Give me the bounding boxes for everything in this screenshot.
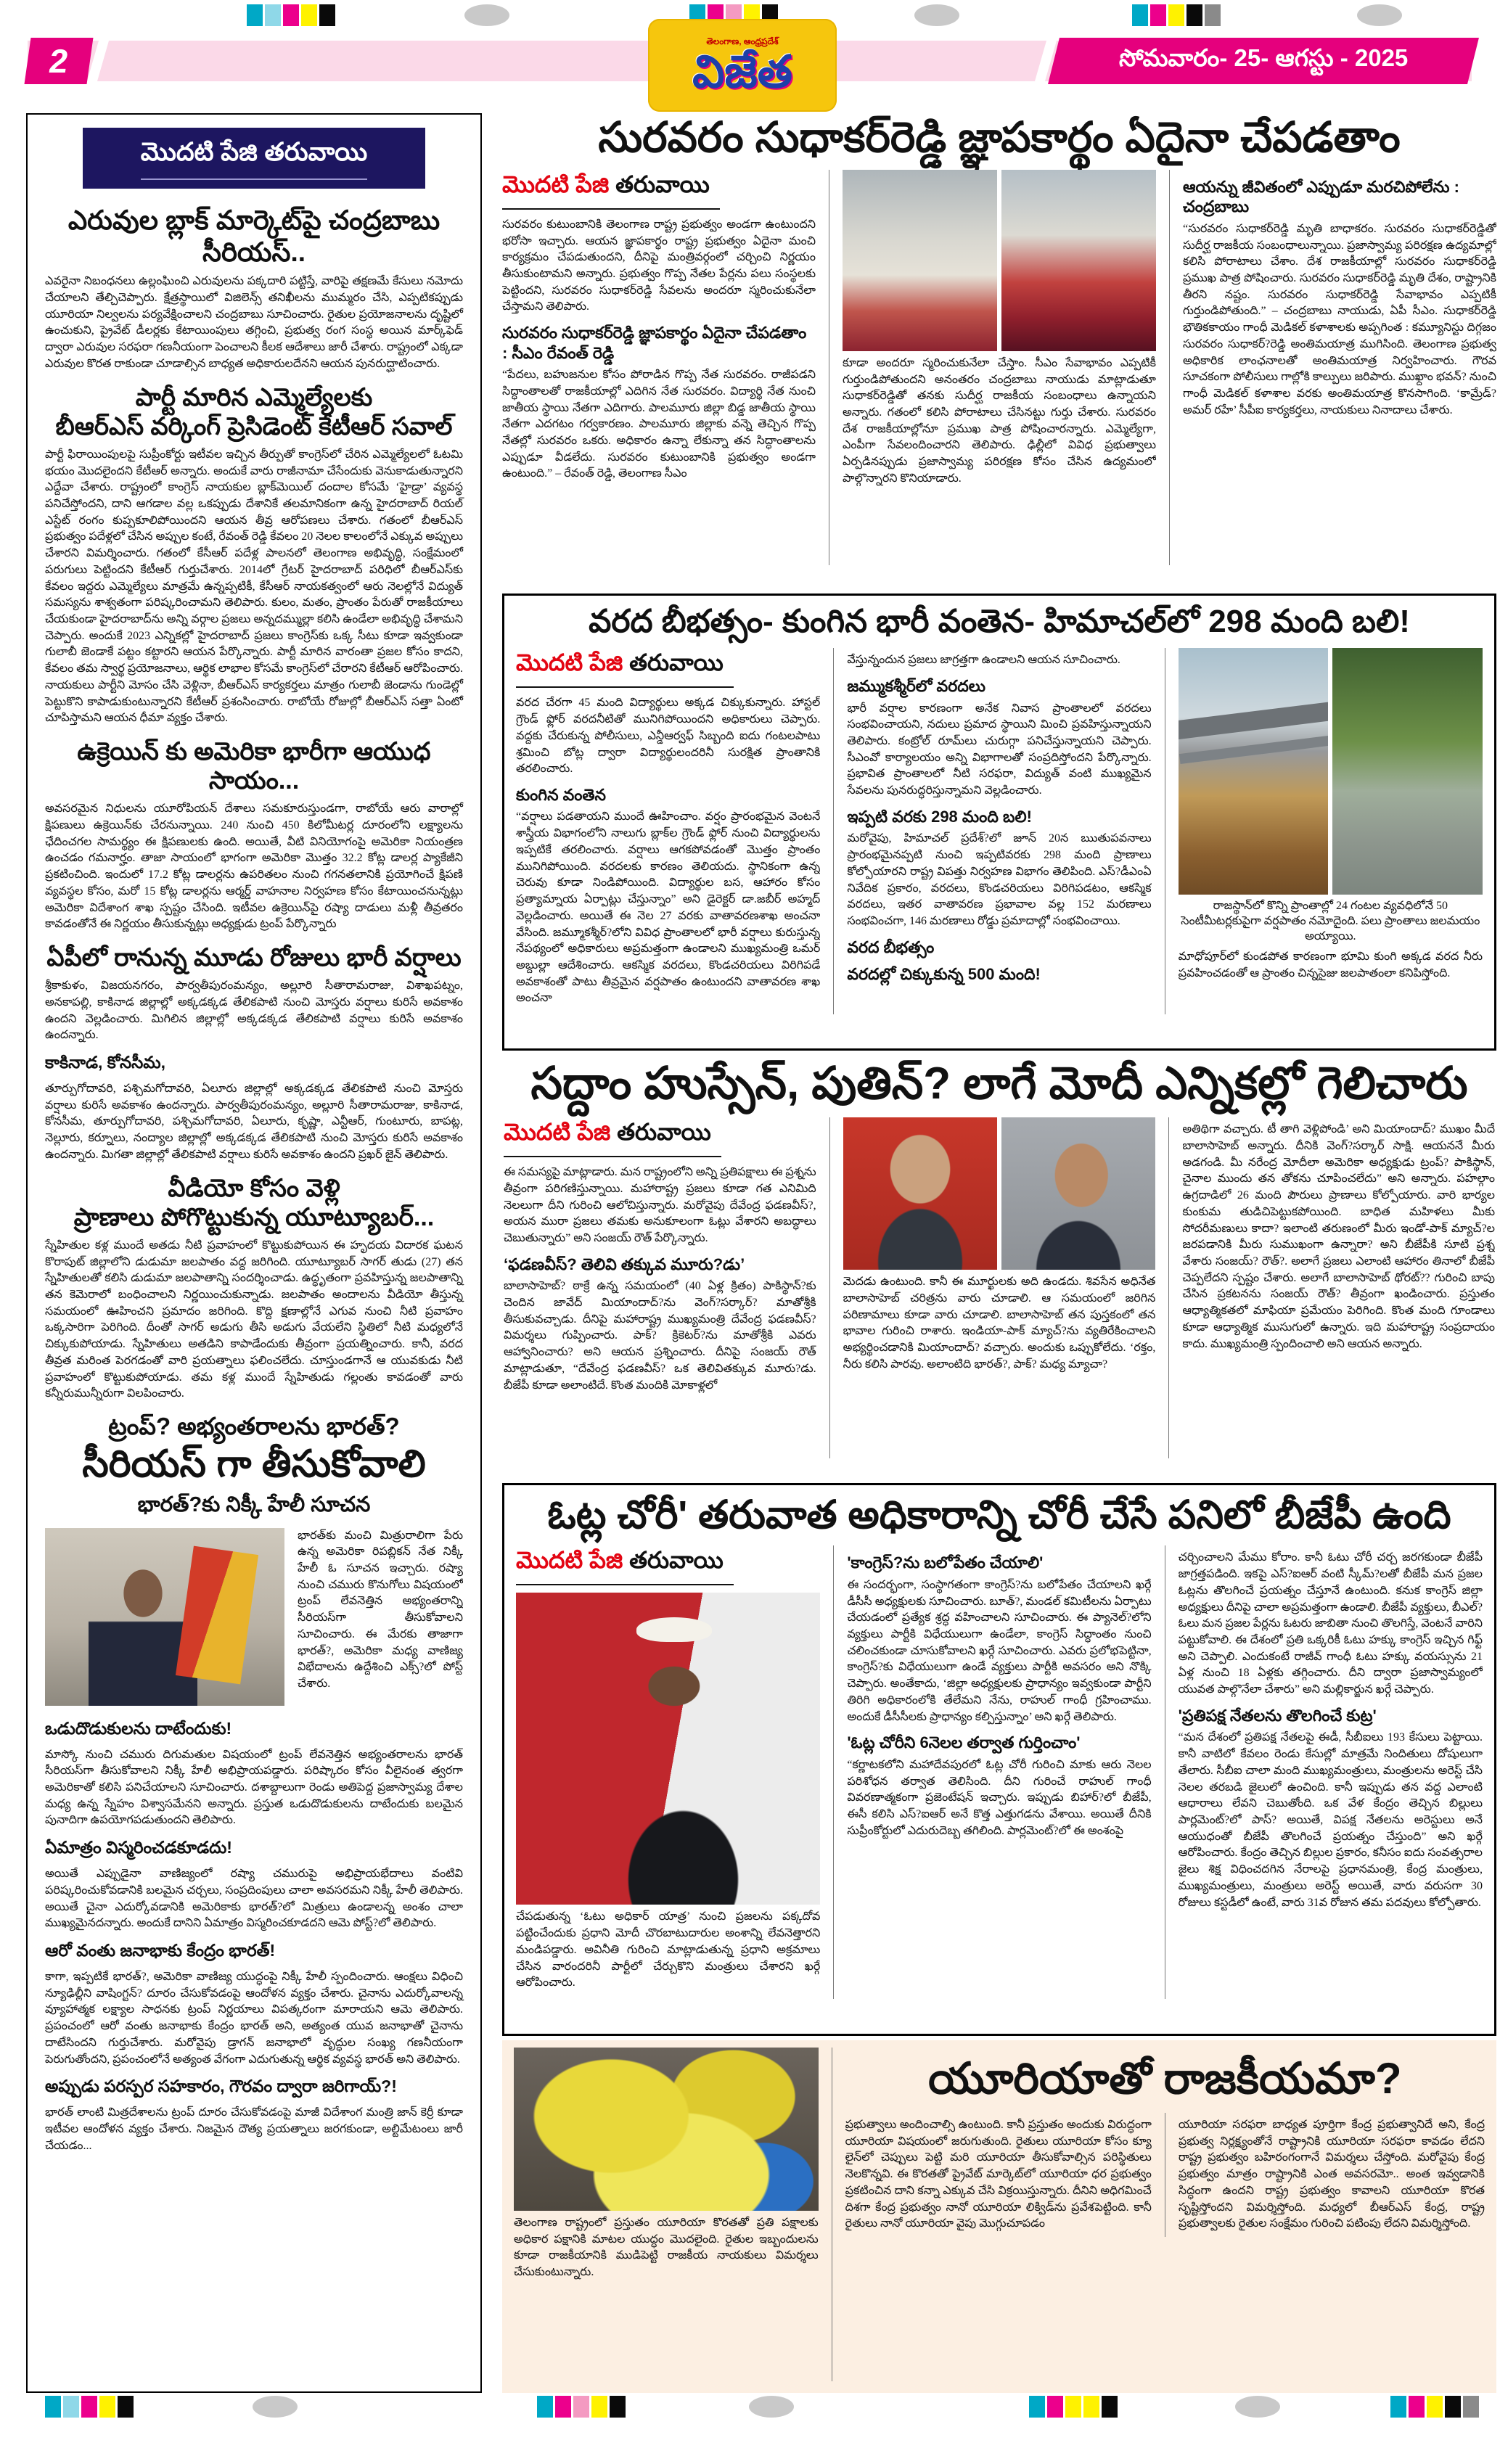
column xyxy=(516,648,820,1014)
subhead-500-trapped: వరదల్లో చిక్కుకున్న 500 మంది! xyxy=(847,965,1041,984)
article-body: మెదడు ఉంటుంది. కానీ ఈ మూర్ఖులకు అది ఉండదు. శివసేన అధినేత బాలాసాహెబ్ చరిత్రను వారు చూడాలి. ఆ సమయంలో జరిగిన పరిణామాలు కూడా వారు చూడాలి. బాలాసాహెబ్ తన పుస్తకంలో తన భావాల గురించి రాశారు. ఇండియా-పాక్ మ్యాచ్?ను వ్యతిరేకించాలని అభ్యర్థించడానికి మియాందాద్? వచ్చారు. అందుకు ఒప్పుకోలేదు. ‘రక్తం, నీరు కలిసి పారవు. అలాంటిది భారత్?, పాక్? మధ్య మ్యాచా? xyxy=(843,1276,1156,1371)
headline-flood-298-dead: వరద బీభత్సం- కుంగిన భారీ వంతెన- హిమాచల్‌లో 298 మంది బలి! xyxy=(589,604,1410,639)
photo-nikki-haley xyxy=(45,1528,284,1706)
column xyxy=(1165,1545,1483,1999)
masthead-title: విజేత xyxy=(692,46,792,97)
article-body: మాస్కో నుంచి చమురు దిగుమతుల విషయంలో ట్రంప్ లేవనెత్తిన అభ్యంతరాలను భారత్ సీరియస్‌గా తీసుకోవాలని నిక్కీ హేలీ అభిప్రాయపడ్డారు. పరిష్కారం కోసం వీలైనంత త్వరగా అమెరికాతో కలిసి పనిచేయాలని సూచించారు. దశాబ్దాలుగా రెండు అతిపెద్ద ప్రజాస్వామ్య దేశాల మధ్య ఉన్న స్నేహం విశ్వాసమేనని అన్నారు. ప్రస్తుత ఒడుదొడుకులను దాటేందుకు బలమైన పునాదిగా ఉపయోగపడుతుందని తెలిపారు. xyxy=(45,1748,463,1827)
headline-line: ప్రాణాలు పోగొట్టుకున్న యూట్యూబర్... xyxy=(73,1203,435,1231)
column xyxy=(516,1545,820,1999)
photo-mallikarjun-kharge xyxy=(516,1593,820,1905)
article-urea-politics xyxy=(502,2040,1496,2393)
marker-black: తరువాయి xyxy=(615,171,710,197)
column xyxy=(845,2113,1152,2237)
marker-black: తరువాయి xyxy=(629,1547,724,1574)
column xyxy=(833,1545,1151,1999)
article-body: తెలంగాణ రాష్ట్రంలో ప్రస్తుతం యూరియా కొరతతో ప్రతి పక్షాలకు అధికార పక్షానికి మాటల యుద్ధం మొదలైంది. రైతుల ఇబ్బందులను కూడా రాజకీయానికి ముడిపెట్టి రాజకీయ నాయకులు విమర్శలు చేసుకుంటున్నారు. xyxy=(514,2217,819,2279)
marker-rule xyxy=(504,1156,721,1157)
article-body: శ్రీకాకుళం, విజయనగరం, పార్వతీపురంమన్యం, అల్లూరి సీతారామరాజు, విశాఖపట్నం, అనకాపల్లి, కాకినాడ జిల్లాల్లో అక్కడక్కడ తేలికపాటి నుంచి మోస్తరు వర్షాలు కురిసే అవకాశం ఉందని వెల్లడించారు. మిగిలిన జిల్లాల్లో అక్కడక్కడ తేలికపాటి వర్షాలు కురిసే అవకాశం ఉందన్నారు. xyxy=(45,980,463,1042)
subhead-found-after-6-months: 'ఓట్ల చోరీని 6నెలల తర్వాత గుర్తించాం' xyxy=(847,1733,1081,1752)
subhead-fadnavis-foolish: ‘ఫడణవీస్? తెలివి తక్కువ మూరు?డు’ xyxy=(504,1254,745,1273)
headline-ukraine-aid: ఉక్రెయిన్ కు అమెరికా భారీగా ఆయుధ సాయం... xyxy=(77,738,431,795)
photo-narendra-modi xyxy=(843,1117,997,1270)
article-body: మరోవైపు, హిమాచల్ ప్రదేశ్?లో జూన్ 20న ఋతుపవనాలు ప్రారంభమైనప్పటి నుంచి ఇప్పటివరకు 298 మంది ప్రాణాలు కోల్పోయారని రాష్ట్ర విపత్తు నిర్వహణ విభాగం తెలిపింది. ఎస్?డీఎంఏ నివేదిక ప్రకారం, వరదలు, కొండచరియలు విరిగిపడటం, ఆకస్మిక వరదలు, ఇతర వాతావరణ ప్రభావాల వల్ల 152 మరణాలు సంభవించగా, 146 మరణాలు రోడ్డు ప్రమాదాల్లో సంభవించాయి. xyxy=(847,832,1152,928)
column xyxy=(1165,2113,1485,2237)
headline-line: పార్టీ మారిన ఎమ్మెల్యేలకు xyxy=(135,383,373,411)
headline-urea-politics: యూరియాతో రాజకీయమా? xyxy=(928,2054,1402,2103)
article-body: స్నేహితుల కళ్ల ముందే అతడు నీటి ప్రవాహంలో కొట్టుకుపోయిన ఈ హృదయ విదారక ఘటన కొరాపుట్ జిల్లాలోని డుడుమా జలపాతం వద్ద జరిగింది. యూట్యూబర్ సాగర్ తుడు (27) తన స్నేహితులతో కలిసి డుడుమా జలపాతాన్ని సందర్శించాడు. ఉద్ధృతంగా ప్రవహిస్తున్న జలపాతాన్ని తన కెమెరాలో బంధించాలని నిర్ణయించుకున్నాడు. జలపాతం అందాలను వీడియో తీస్తున్న సమయంలో ఊహించని ప్రమాదం జరిగింది. కొద్ది క్షణాల్లోనే ఎగువ నుంచి నీటి ప్రవాహం ఒక్కసారిగా పెరిగింది. దీంతో సాగర్ అడుగు తీసి అడుగు వేయలేని స్థితిలో నీటి మధ్యలోనే చిక్కుకుపోయాడు. స్నేహితులు అతడిని కాపాడేందుకు తీవ్రంగా ప్రయత్నించారు. కానీ, వరద తీవ్రత మరింత పెరగడంతో వారి ప్రయత్నాలు ఫలించలేదు. చూస్తుండగానే ఆ యువకుడు నీటి ప్రవాహంలో కొట్టుకుపోయాడు. తమ కళ్ల ముందే స్నేహితుడు గల్లంతు కావడంతో వారు కన్నీరుమున్నీరుగా విలపించారు. xyxy=(45,1239,463,1400)
headline-take-seriously: సీరియస్ గా తీసుకోవాలి xyxy=(82,1442,426,1485)
photo-chandrababu-tribute xyxy=(1001,170,1156,351)
article-body: కాగా, ఇప్పటికే భారత్?, అమెరికా వాణిజ్య యుద్ధంపై నిక్కీ హేలీ స్పందించారు. ఆంక్షలు విధించి న్యూఢిల్లీని వాషింగ్టన్? దూరం చేసుకోవడంపై ఆందోళన వ్యక్తం చేశారు. చైనాను ఎదుర్కోవాలన్న వ్యూహాత్మక లక్ష్యాల సాధనకు ట్రంప్ నిర్ణయాలు విపత్కరంగా మారాయని ఆమె తెలిపారు. ప్రపంచంలో ఆరో వంతు జనాభాకు కేంద్రం భారత్ అని, అత్యంత యువ జనాభాతో చైనాను దాటేసిందని గుర్తుచేశారు. మరోవైపు డ్రాగన్ జనాభాలో వృద్ధుల సంఖ్య గణనీయంగా పెరుగుతోందని, ప్రపంచంలోనే అత్యంత వేగంగా ఎదుగుతున్న ఆర్థిక వ్యవస్థ భారత్ అని తెలిపారు. xyxy=(45,1971,463,2066)
headline-ap-rains: ఏపీలో రానున్న మూడు రోజులు భారీ వర్షాలు xyxy=(46,944,462,972)
continued-marker xyxy=(516,649,820,688)
subhead-mutual-cooperation: అప్పుడు పరస్పర సహకారం, గౌరవం ద్వారా జరిగాయ్?! xyxy=(45,2077,397,2096)
marker-red: మొదటి పేజి xyxy=(504,1119,611,1146)
subhead-conspiracy-remove-opposition: 'ప్రతిపక్ష నేతలను తొలగించే కుట్ర' xyxy=(1178,1706,1377,1725)
article-himachal-floods xyxy=(502,594,1496,1051)
headline-line: వీడియో కోసం వెళ్లి xyxy=(168,1174,340,1202)
photo-urea-bags xyxy=(514,2048,819,2211)
article-body: చర్చించాలని మేము కోరాం. కానీ ఓటు చోరీ చర్చ జరగకుండా బీజేపీ జాగ్రత్తపడింది. ఇకపై ఎస్?ఐఆర్ వంటి స్కీమ్?లతో బీజేపీ మన ప్రజల ఓట్లను తొలగించే ప్రయత్నం చేస్తూనే ఉంటుంది. కనుక కాంగ్రెస్ జిల్లా అధ్యక్షులు దీనిపై చాలా అప్రమత్తంగా ఉండాలి. బీజేపీ వ్యక్తులు, బీఎల్?ఓలు మన ప్రజల పేర్లను ఓటరు జాబితా నుంచి తొలగిస్తే, వెంటనే వారిని పట్టుకోవాలి. ఈ దేశంలో ప్రతి ఒక్కరికీ ఓటు హక్కు కాంగ్రెస్ ఇచ్చిన గిఫ్ట్ అని చెప్పాలి. ఎందుకంటే రాజీవ్ గాంధీ ఓటు హక్కు వయస్సును 21 ఏళ్ల నుంచి 18 ఏళ్లకు తగ్గించారు. దీని ద్వారా ప్రజాస్వామ్యంలో యువత పాల్గొనేలా చేశారు” అని మల్లికార్జున ఖర్గే చెప్పారు. xyxy=(1178,1551,1483,1696)
marker-rule xyxy=(516,686,734,688)
continued-marker xyxy=(516,1547,820,1585)
article-body: భారీ వర్షాల కారణంగా అనేక నివాస ప్రాంతాలలో వరదలు సంభవించాయని, నదులు ప్రమాద స్థాయిని మించి ప్రవహిస్తున్నాయని తెలిపారు. కంట్రోల్ రూమ్‌లు చురుగ్గా పనిచేస్తున్నాయని చెప్పారు. సీఎంవో కార్యాలయం అన్ని విభాగాలతో సంప్రదిస్తోందని పేర్కొన్నారు. ప్రభావిత ప్రాంతాలలో నీటి సరఫరా, విద్యుత్ వంటి ముఖ్యమైన సేవలను పునరుద్ధరిస్తున్నామని వెల్లడించారు. xyxy=(847,702,1152,797)
article-body: ఈ సమస్యపై మాట్లాడారు. మన రాష్ట్రంలోని అన్ని ప్రతిపక్షాలు ఈ ప్రశ్నను తీవ్రంగా పరిగణిస్తున్నాయి. మహారాష్ట్ర ప్రజలు కూడా గత ఎనిమిది నెలలుగా దీని గురించి ఆలోచిస్తున్నారు. మరోవైపు దేవేంద్ర ఫడణవీస్?, అయన మురా ప్రజలు తమకు అనుకూలంగా ఓట్లు వేశారని అబద్ధాలు చెబుతున్నారు” అని సంజయ్ రౌత్ పేర్కొన్నారు. xyxy=(504,1166,816,1245)
article-body: కూడా అందరూ స్మరించుకునేలా చేస్తాం. సీఎం సేవాభావం ఎప్పటికీ గుర్తుండిపోతుందని అనంతరం చంద్రబాబు నాయుడు మాట్లాడుతూ సుధాకర్‌రెడ్డితో తనకు సుదీర్ఘ రాజకీయ సంబంధాలు ఉన్నాయని అన్నారు. గతంలో కలిసి పోరాటాలు చేసినట్టు గుర్తు చేశారు. సురవరం దేశ రాజకీయాల్లోనూ ప్రముఖ పాత్ర పోషించారన్నారు. ఎమ్మెల్యేగా, ఎంపీగా సేవలందించారని తెలిపారు. ఢిల్లీలో వివిధ ప్రభుత్వాలు ఏర్పడినప్పుడు ప్రజాస్వామ్య పరిరక్షణ కోసం చేసిన ఉద్యమంలో పాల్గొన్నారని కొనియాడారు. xyxy=(843,356,1156,485)
article-body: అయితే ఎప్పుడైనా వాణిజ్యంలో రష్యా చమురుపై అభిప్రాయభేదాలు వంటివి పరిష్కరించుకోవడానికి బలమైన చర్చలు, సంప్రదింపులు చాలా అవసరమని నిక్కీ హేలీ తెలిపారు. అయితే చైనా ఎదుర్కోవడానికి అమెరికాకు భారత్?లో మిత్రులు ఉండాలన్న అంశం చాలా ముఖ్యమైనదన్నారు. అందుకే దానిని ఏమాత్రం విస్మరించకూడదని ఆమె పోస్ట్?లో తెలిపారు. xyxy=(45,1868,463,1930)
column xyxy=(1169,170,1496,565)
column xyxy=(1165,648,1483,1014)
date-text: సోమవారం- 25- ఆగస్టు - 2025 xyxy=(1118,44,1409,71)
marker-black: తరువాయి xyxy=(617,1119,711,1146)
article-body: భారత్‌కు మంచి మిత్రురాలిగా పేరు ఉన్న అమెరికా రిపబ్లికన్ నేత నిక్కీ హేలీ ఓ సూచన ఇచ్చారు. రష్యా నుంచి చమురు కొనుగోలు విషయంలో ట్రంప్ లేవనెత్తిన అభ్యంతరాన్ని సీరియస్‌గా తీసుకోవాలని సూచించారు. ఈ మేరకు తాజాగా భారత్?, అమెరికా మధ్య వాణిజ్య విభేదాలను ఉద్దేశించి ఎక్స్?లో పోస్ట్ చేశారు. xyxy=(298,1529,463,1690)
subhead-cm-revanth-quote: సురవరం సుధాకర్‌రెడ్డి జ్ఞాపకార్థం ఏదైనా చేపడతాం : సీఎం రేవంత్ రెడ్డి xyxy=(502,324,807,362)
subhead-overcome-turbulence: ఒడుదొడుకులను దాటేందుకు! xyxy=(45,1718,232,1738)
article-body: భారత్ లాంటి మిత్రదేశాలను ట్రంప్ దూరం చేసుకోవడంపై మాజీ విదేశాంగ మంత్రి జాన్ కెర్రీ కూడా ఇటీవల ఆందోళన వ్యక్తం చేశారు. నిజమైన దౌత్య ప్రయత్నాలు జరగకుండా, అల్టిమేటంలు జారీ చేయడం... xyxy=(45,2106,463,2152)
article-suravaram-memorial xyxy=(502,115,1496,588)
column xyxy=(514,2048,819,2381)
continued-box-label: మొదటి పేజి తరువాయి xyxy=(141,138,368,180)
continued-marker xyxy=(502,171,816,210)
headline-suravaram: సురవరం సుధాకర్‌రెడ్డి జ్ఞాపకార్థం ఏదైనా చేపడతాం xyxy=(598,115,1401,161)
article-body: ప్రభుత్వాలు అందించాల్సి ఉంటుంది. కానీ ప్రస్తుతం అందుకు విరుద్ధంగా యూరియా విషయంలో జరుగుతుంది. రైతులు యూరియా కోసం క్యూ లైన్‌లో చెప్పులు పెట్టి మరి యూరియా తీసుకోవాల్సిన పరిస్థితులు నెలకొన్నవి. ఈ కొరతతో ప్రైవేట్ మార్కెట్‌లో యూరియా ధర ప్రభుత్వం ప్రకటించిన దాని కన్నా ఎక్కువ చేసి విక్రయిస్తున్నారు. దీనిని అధిగమించే దిశగా కేంద్ర ప్రభుత్వం నానో యూరియా లిక్విడ్‌ను ప్రవేశపెట్టింది. కానీ రైతులు నానో యూరియా వైపు మొగ్గుచూపడం xyxy=(845,2119,1152,2230)
continued-marker xyxy=(504,1119,816,1157)
article-body: తూర్పుగోదావరి, పశ్చిమగోదావరి, ఏలూరు జిల్లాల్లో అక్కడక్కడ తేలికపాటి నుంచి మోస్తరు వర్షాలు కురిసే అవకాశం ఉందన్నారు. పార్వతీపురంమన్యం, అల్లూరి సీతారామరాజు, కాకినాడ, కోనసీమ, తూర్పుగోదావరి, పశ్చిమగోదావరి, ఏలూరు, కృష్ణా, ఎన్టీఆర్, గుంటూరు, బాపట్ల, నెల్లూరు, కర్నూలు, నంద్యాల జిల్లాల్లో అక్కడక్కడ తేలికపాటి నుంచి మోస్తరు కురిసే అవకాశం ఉందన్నారు. మిగతా జిల్లాల్లో తేలికపాటి వర్షాలు కురిసే అవకాశం ఉందని ప్రఖర్ జైన్ తెలిపారు. xyxy=(45,1083,463,1161)
headline-saddam-putin-modi: సద్దాం హుస్సేన్, పుతిన్? లాగే మోదీ ఎన్నికల్లో గెలిచారు xyxy=(530,1059,1468,1109)
article-body: అతిథిగా వచ్చారు. టీ తాగి వెళ్లిపోండి’ అని మియాందాద్? ముఖం మీదే బాలాసాహెబ్ అన్నారు. దీనికి వెంగ్?సర్కార్ సాక్షి. ఆయననే మీరు అడగండి. మీ నరేంద్ర మోదీలా అమెరికా అధ్యక్షుడు ట్రంప్? పాకిస్థాన్, చైనాల ముందు తన తోకను చూపించలేదు” అని అన్నారు. పహల్గాం ఉగ్రదాడిలో 26 మంది పౌరులు ప్రాణాలు కోల్పోయారు. వారి భార్యల కుంకుమ తుడిచిపెట్టుకపోయింది. బాధిత మహిళలు మీకు సోదరీమణులు కాదా? ఇలాంటి తరుణంలో మీరు ఇండో-పాక్ మ్యాచ్?ల జరపడానికి మీరు సుముఖంగా ఉన్నారా? అని బీజేపీకి సూటి ప్రశ్న వేశారు సంజయ్? రౌత్?. అలాగే ప్రజలు ఎలాంటి ఆహారం తినాలో బీజేపీ చెప్పలేదని స్పష్టం చేశారు. అలాగే బాలాసాహెబ్ థోరట్?? గురించి బాపు చేసిన ప్రకటనను సంజయ్ రౌత్? తీవ్రంగా ఖండించారు. ప్రస్తుతం ఆధ్యాత్మికతలో మాఫియా ప్రమేయం పెరిగింది. కొంత మంది గూండాలు కూడా ఆధ్యాత్మిక ముసుగులో ఉన్నారు. ఇది మహారాష్ట్ర సంప్రదాయం కాదు. ముఖ్యమంత్రి స్పందించాలి అని ఆయన అన్నారు. xyxy=(1182,1123,1496,1350)
page-number-block xyxy=(25,38,94,84)
subhead-flood-havoc: వరద బీభత్సం xyxy=(847,937,935,956)
marker-rule xyxy=(516,1584,734,1585)
headline-fertilizer-blackmarket: ఎరువుల బ్లాక్ మార్కెట్‌పై చంద్రబాబు సీరియస్.. xyxy=(67,205,440,267)
headline-ktr-challenge xyxy=(45,383,463,441)
article-body: సురవరం కుటుంబానికి తెలంగాణ రాష్ట్ర ప్రభుత్వం అండగా ఉంటుందని భరోసా ఇచ్చారు. ఆయన జ్ఞాపకార్థం రాష్ట్ర ప్రభుత్వం ఏదైనా మంచి కార్యక్రమం చేపడుతుందని, దీనిపై మంత్రివర్గంలో చర్చించి నిర్ణయం తీసుకుంటామని అన్నారు. ప్రభుత్వం గొప్ప నేతల పేర్లను పలు సంస్థలకు పెట్టిందని, సురవరం సుధాకర్‌రెడ్డి సేవలను అందరూ స్మరించుకునేలా చేస్తామని తెలిపారు. xyxy=(502,218,816,313)
article-body: “కర్ణాటకలోని మహాదేవపురలో ఓట్ల చోరీ గురించి మాకు ఆరు నెలల పరిశోధన తర్వాత తెలిసింది. దీని గురించే రాహుల్ గాంధీ వివరణాత్మకంగా ప్రజెంటేషన్ ఇచ్చారు. ఇప్పుడు బిహార్?లో బీజేపీ, ఈసీ కలిసి ఎస్?ఐఆర్ అనే కొత్త ఎత్తుగడను వేశాయి. అయితే దీనికి సుప్రీంకోర్టులో ఎదురుదెబ్బ తగిలింది. పార్లమెంట్?లో ఈ అంశంపై xyxy=(847,1758,1152,1837)
article-body: ఎవరైనా నిబంధనలు ఉల్లంఘించి ఎరువులను పక్కదారి పట్టిస్తే, వారిపై తక్షణమే కేసులు నమోదు చేయాలని తేల్చిచెప్పారు. క్షేత్రస్థాయిలో విజిలెన్స్ తనిఖీలను ముమ్మరం చేసి, ఎప్పటికప్పుడు యూరియా నిల్వలను పర్యవేక్షించాలని చంద్రబాబు సూచించారు. రైతుల ప్రయోజనాలను దృష్టిలో ఉంచుకుని, ప్రైవేట్ డీలర్లకు కేటాయింపులు తగ్గించి, ప్రభుత్వ రంగ సంస్థ అయిన మార్క్‌ఫెడ్ ద్వారా ఎరువుల సరఫరా గణనీయంగా పెంచాలని కీలక ఆదేశాలు జారీ చేశారు. రాష్ట్రంలో ఎక్కడా ఎరువుల కొరత రాకుండా చూడాల్సిన బాధ్యత అధికారులదేనని ఆయన పునరుద్ఘాటించారు. xyxy=(45,275,463,370)
print-registration-bar-bottom xyxy=(0,2396,1500,2418)
subhead-one-sixth-population: ఆరో వంతు జనాభాకు కేంద్రం భారత్! xyxy=(45,1941,276,1960)
article-body: “పేదలు, బహుజనుల కోసం పోరాడిన గొప్ప నేత సురవరం. రాజీపడని సిద్ధాంతాలతో రాజకీయాల్లో ఎదిగిన నేత సురవరం. విద్యార్థి నేత నుంచి జాతీయ స్థాయి నేతగా ఎదిగారు. పాలమూరు జిల్లా బిడ్డ జాతీయ స్థాయి నేతగా ఎదగటం గర్వకారణం. పాలమూరు జిల్లాకు వన్నె తెచ్చిన గొప్ప నేతల్లో సురవరం ఒకరు. అధికారం ఉన్నా లేకున్నా తన సిద్ధాంతాలను ఎప్పుడూ వీడలేదు. సురవరం కుటుంబానికి ప్రభుత్వం అండగా ఉంటుంది.” – రేవంత్ రెడ్డి, తెలంగాణ సీఎం xyxy=(502,369,816,480)
subhead-never-ignore: ఏమాత్రం విస్మరించడకూడదు! xyxy=(45,1838,232,1857)
article-body: “మన దేశంలో ప్రతిపక్ష నేతలపై ఈడీ, సీబీఐలు 193 కేసులు పెట్టాయి. కానీ వాటిలో కేవలం రెండు కేసుల్లో మాత్రమే నిందితులు దోషులుగా తేలారు. సీబీఐ చాలా మంది ముఖ్యమంత్రులు, మంత్రులను అరెస్ట్ చేసి నెలల తరబడి జైలులో ఉంచింది. కానీ ఇప్పుడు తన వద్ద ఎలాంటి ఆధారాలు లేవని చెబుతోంది. ఒక వేళ కేంద్రం తెచ్చిన బిల్లులు పార్లమెంట్?లో పాస్? అయితే, విపక్ష నేతలను అరెస్టులు అనే ఆయుధంతో బీజేపీ తొలగించే ప్రయత్నం చేస్తుంది” అని ఖర్గే ఆరోపించారు. కేంద్రం తెచ్చిన బిల్లుల ప్రకారం, కనీసం ఐదు సంవత్సరాల జైలు శిక్ష విధించదగిన నేరాలపై ప్రధానమంత్రి, కేంద్ర మంత్రులు, ముఖ్యమంత్రులు, మంత్రులు అరెస్ట్ అయితే, వారు వరుసగా 30 రోజులు కస్టడీలో ఉంటే, వారు 31వ రోజున తమ పదవులు కోల్పోతారు. xyxy=(1178,1731,1483,1909)
article-body: బాలాసాహెబ్? ఠాక్రే ఉన్న సమయంలో (40 ఏళ్ల క్రితం) పాకిస్థాన్?కు చెందిన జావేద్ మియాందాద్?ను వెంగ్?సర్కార్? మాతోశ్రీకి తీసుకువచ్చాడు. దీనిపై మహారాష్ట్ర ముఖ్యమంత్రి దేవేంద్ర ఫడణవీస్? విమర్శలు గుప్పించారు. పాక్? క్రికెటర్?ను మాతోశ్రీకి ఎవరు ఆహ్వానించారు? అని ఆయన ప్రశ్నించారు. దీనిపై సంజయ్ రౌత్ మాట్లాడుతూ, “దేవేంద్ర ఫడణవీస్? ఒక తెలివితక్కువ మూరు?డు. బీజేపీ కూడా అలాంటిదే. కొంత మందికి మోకాళ్లలో xyxy=(504,1280,816,1392)
article-raut-modi-elections xyxy=(502,1056,1496,1479)
kicker-trump-objections: ట్రంప్? అభ్యంతరాలను భారత్? xyxy=(108,1413,400,1440)
marker-red: మొదటి పేజి xyxy=(516,1547,623,1574)
marker-rule xyxy=(502,208,720,210)
marker-red: మొదటి పేజి xyxy=(502,171,610,197)
page-number: 2 xyxy=(46,42,71,80)
photo-collapsed-bridge xyxy=(1179,648,1329,895)
photo-flooded-street xyxy=(1332,648,1483,895)
column xyxy=(1168,1117,1495,1458)
photo-memorial-crowd xyxy=(843,170,997,351)
headline-line: బీఆర్ఎస్ వర్కింగ్ ప్రెసిడెంట్ కేటీఆర్ సవాల్ xyxy=(55,412,453,440)
subhead-strengthen-congress: 'కాంగ్రెస్?ను బలోపేతం చేయాలి' xyxy=(847,1553,1044,1572)
masthead-tagline: తెలంగాణ, ఆంధ్రప్రదేశ్ xyxy=(706,36,779,46)
article-body: “సురవరం సుధాకర్‌రెడ్డి మృతి బాధాకరం. సురవరం సుధాకర్‌రెడ్డితో సుదీర్ఘ రాజకీయ సంబంధాలున్నాయి. ప్రజాస్వామ్య పరిరక్షణ ఉద్యమాల్లో కలిసి పోరాటాలు చేశాం. దేశ రాజకీయాల్లో సురవరం సుధాకర్‌రెడ్డి ప్రముఖ పాత్ర పోషించారు. సురవరం సుధాకర్‌రెడ్డి మృతి దేశం, రాష్ట్రానికి తీరని నష్టం. సురవరం సుధాకర్‌రెడ్డి సేవాభావం ఎప్పటికీ గుర్తుండిపోతుంది.” – చంద్రబాబు నాయుడు, ఏపీ సీఎం. సుధాకర్‌రెడ్డి భౌతికకాయం గాంధీ మెడికల్ కళాశాలకు అప్పగింత : కమ్యూనిస్టు దిగ్గజం సురవరం సుధాకర్?రెడ్డి అంతిమయాత్ర ముగిసింది. తెలంగాణ ప్రభుత్వ అధికారిక లాంఛనాలతో అంతిమయాత్ర నిర్వహించారు. గౌరవ సూచకంగా పోలీసులు గాల్లోకి కాల్పులు జరిపారు. ముఖ్దాం భవన్? నుంచి గాంధీ మెడికల్ కళాశాల వరకు అంతిమయాత్ర కొనసాగింది. ‘కామ్రేడ్? అమర్ రహే’ సీపీఐ కార్యకర్తలు, నాయకులు నినాదాలు చేశారు. xyxy=(1183,222,1496,416)
article-body: వేస్తున్నందున ప్రజలు జాగ్రత్తగా ఉండాలని ఆయన సూచించారు. xyxy=(847,654,1120,667)
column xyxy=(504,1117,816,1458)
subhead-kakinada-konaseema: కాకినాడ, కోనసీమ, xyxy=(45,1053,166,1072)
headline-youtuber-drowned xyxy=(45,1174,463,1232)
article-body: “వర్షాలు పడతాయని ముందే ఊహించాం. వర్షం ప్రారంభమైన వెంటనే శాస్త్రీయ విభాగంలోని నాలుగు బ్లాక్‌ల గ్రౌండ్ ఫ్లోర్ నుంచి విద్యార్థులను ఇప్పటికే తరలించారు. వర్షాలు ఆగకపోవడంతో మొత్తం ప్రాంతం మునిగిపోయింది. వరదలకు కారణం తెలియదు. స్థానికంగా ఉన్న చెరువు కూడా నిండిపోయింది. విద్యార్థుల బస, ఆహారం కోసం ప్రత్యామ్నాయ ఏర్పాట్లు చేస్తున్నాం” అని డైరెక్టర్ డా.జబీర్ అహ్మద్ వెల్లడించారు. అయితే ఈ నెల 27 వరకు వాతావరణశాఖ అంచనా వేసింది. జమ్మూకశ్మీర్?లోని వివిధ ప్రాంతాలలో భారీ వర్షాలు కురుస్తున్న నేపథ్యంలో అధికారులు అప్రమత్తంగా ఉండాలని ముఖ్యమంత్రి ఒమర్ అబ్దుల్లా ఆదేశించారు. ఆకస్మిక వరదలు, కొండచరియలు విరిగిపడే అవకాశంతో పాటు తీవ్రమైన వర్షపాతం ఉంటుందని వాతావరణ శాఖ అంచనా xyxy=(516,810,821,1005)
deck-nikki-haley-advice: భారత్?కు నిక్కీ హేలీ సూచన xyxy=(137,1493,371,1517)
subhead-jammu-kashmir-floods: జమ్ముకశ్మీర్‌లో వరదలు xyxy=(847,677,985,696)
photo-sanjay-raut xyxy=(1001,1117,1155,1270)
column xyxy=(829,170,1156,565)
subhead-collapsed-bridge: కుంగిన వంతెన xyxy=(516,785,606,804)
article-vote-theft-bjp xyxy=(502,1483,1496,2036)
column xyxy=(833,648,1151,1014)
article-body: యూరియా సరఫరా బాధ్యత పూర్తిగా కేంద్ర ప్రభుత్వానిదే అని, కేంద్ర ప్రభుత్వ నిర్లక్ష్యంతోనే రాష్ట్రానికి యూరియా సరఫరా కావడం లేదని రాష్ట్ర ప్రభుత్వం బహిరంగంగానే విమర్శలు చేస్తోంది. మరోవైపు కేంద్ర ప్రభుత్వం మాత్రం రాష్ట్రానికి ఎంత అవసరమో.. అంత ఇవ్వడానికి సిద్ధంగా ఉందని రాష్ట్ర ప్రభుత్వం కావాలని యూరియా కొరత సృష్టిస్తోందని విమర్శిస్తోంది. మధ్యలో బీఆర్ఎస్ కేంద్ర, రాష్ట్ర ప్రభుత్వాలకు రైతుల సంక్షేమం గురించి పటింపు లేదని విమర్శిస్తోంది. xyxy=(1178,2119,1485,2230)
article-body: మాధోపూర్‌లో కుండపోత కారణంగా భూమి కుంగి అక్కడ వరద నీరు ప్రవహించడంతో ఆ ప్రాంతం చిన్నసైజు జలపాతంలా కనిపిస్తోంది. xyxy=(1178,950,1483,980)
subhead-chandrababu-quote: ఆయన్ను జీవితంలో ఎప్పుడూ మరచిపోలేను : చంద్రబాబు xyxy=(1183,177,1459,216)
marker-red: మొదటి పేజి xyxy=(516,649,623,676)
headline-vote-theft: ఓట్ల చోరీ' తరువాత అధికారాన్ని చోరీ చేసే పనిలో బీజేపీ ఉంది xyxy=(547,1493,1451,1537)
article-body: ఈ సందర్భంగా, సంస్థాగతంగా కాంగ్రెస్?ను బలోపేతం చేయాలని ఖర్గే డీసీసీ అధ్యక్షులకు సూచించారు. బూత్?, మండల్ కమిటీలను ఏర్పాటు చేయడంలో ప్రత్యేక శ్రద్ధ వహించాలని సూచించారు. ఈ ప్యానెల్?లోని వ్యక్తులు పార్టీకి విధేయులుగా ఉండేలా, కాంగ్రెస్ సిద్ధాంతం నుంచి చలించకుండా చూసుకోవాలని ఖర్గే సూచించారు. ఎవరు ప్రలోభపెట్టినా, కాంగ్రెస్?కు విధేయులుగా ఉండే వ్యక్తులు పార్టీకి అవసరం అని నొక్కి చెప్పారు. అంతేకాదు, ‘జిల్లా అధ్యక్షులకు ప్రాధాన్యం ఇవ్వకుండా పార్టీని తిరిగి అధికారంలోకి తేలేమని నేను, రాహుల్ గాంధీ గ్రహించాము. అందుకే డీసీసీలకు ప్రాధాన్యం కల్పిస్తున్నాం’ అని ఖర్గే తెలిపారు. xyxy=(847,1578,1152,1723)
article-body: అవసరమైన నిధులను యూరోపియన్ దేశాలు సమకూరుస్తుండగా, రాబోయే ఆరు వారాల్లో క్షిపణులు ఉక్రెయిన్‌కు చేరనున్నాయి. 240 నుంచి 450 కిలోమీటర్ల దూరంలోని లక్ష్యాలను ఛేదించగల సామర్థ్యం ఈ క్షిపణులకు ఉంది. అయితే, వీటి వినియోగంపై అమెరికా నియంత్రణ ఉంచడం గమనార్హం. తాజా సాయంలో భాగంగా అమెరికా మొత్తం 32.2 కోట్ల డాలర్ల ప్యాకేజీని ప్రకటించింది. ఇందులో 17.2 కోట్ల డాలర్లను ఉపరితలం నుంచి గగనతలానికి ప్రయోగించే క్షిపణి వ్యవస్థల కోసం, మరో 15 కోట్ల డాలర్లను ఆర్మర్డ్ వాహనాల నిర్వహణ కోసం కేటాయించనున్నట్లు అమెరికా విదేశాంగ శాఖ స్పష్టం చేసింది. ఇటీవల ఉక్రెయిన్‌పై రష్యా దాడులు మళ్లీ తీవ్రతరం కావడంతోనే ఈ నిర్ణయం తీసుకున్నట్లు అధ్యక్షుడు ట్రంప్ పేర్కొన్నారు xyxy=(45,802,463,931)
article-body: పార్టీ ఫిరాయింపులపై సుప్రీంకోర్టు ఇటీవల ఇచ్చిన తీర్పుతో కాంగ్రెస్‌లో చేరిన ఎమ్మెల్యేలలో ఓటమి భయం మొదలైందని కేటీఆర్ అన్నారు. అందుకే వారు రాజీనామా చేసేందుకు వెనుకాడుతున్నారని ఎద్దేవా చేశారు. రాష్ట్రంలో కాంగ్రెస్ నాయకుల బ్లాక్‌మెయిల్ దందాల కోసమే ‘హైడ్రా’ వ్యవస్థ పనిచేస్తోందని, దాని ఆగడాల వల్ల ఒకప్పుడు దేశానికే తలమానికంగా ఉన్న హైదరాబాద్ రియల్ ఎస్టేట్ రంగం కుప్పకూలిపోయిందని ఆయన తీవ్ర ఆరోపణలు చేశారు. గతంలో బీఆర్ఎస్ ప్రభుత్వం పదేళ్లలో చేసిన అప్పుల కంటే, రేవంత్ రెడ్డి కేవలం 20 నెలల కాలంలోనే ఎక్కువ అప్పులు చేశారని విమర్శించారు. గతంలో కేసీఆర్ పదేళ్ల పాలనలో తెలంగాణ అభివృద్ధి, సంక్షేమంలో పరుగులు పెట్టిందని కేటీఆర్ గుర్తుచేశారు. 2014లో గ్రేటర్ హైదరాబాద్ పరిధిలో బీఆర్ఎస్‌కు కేవలం ఇద్దరు ఎమ్మెల్యేలు మాత్రమే ఉన్నప్పటికీ, కేసీఆర్ నాయకత్వంలో ఆరు నెలల్లోనే విద్యుత్ సమస్యను శాశ్వతంగా పరిష్కరించామని తెలిపారు. కులం, మతం, ప్రాంతం పేరుతో రాజకీయాలు చేయకుండా హైదరాబాద్‌ను అన్ని వర్గాల ప్రజలు అన్నదమ్ముల్లా కలిసి ఉండేలా అభివృద్ధి చేశామని చెప్పారు. అందుకే 2023 ఎన్నికల్లో హైదరాబాద్ ప్రజలు కాంగ్రెస్‌కు ఒక్క సీటు కూడా ఇవ్వకుండా గులాబీ జెండాకే పట్టం కట్టారని ఆయన పేర్కొన్నారు. పార్టీ మారిన వారంతా ప్రజల కోసం కాదని, కేవలం తమ స్వార్థ ప్రయోజనాలు, ఆర్థిక లాభాల కోసమే కాంగ్రెస్‌లో చేరారని కేటీఆర్ ఆరోపించారు. నాయకులు పార్టీని మోసం చేసి వెళ్లినా, బీఆర్ఎస్ కార్యకర్తలు మాత్రం గులాబీ జెండాను గుండెల్లో పెట్టుకొని కాపాడుకుంటున్నారని కేటీఆర్ ప్రశంసించారు. రాబోయే రోజుల్లో బీఆర్ఎస్ సత్తా ఏంటో చూపిస్తామని ఆయన ధీమా వ్యక్తం చేశారు. xyxy=(45,448,463,725)
column xyxy=(829,1117,1156,1458)
date-block xyxy=(1048,38,1479,84)
left-column xyxy=(26,113,482,2393)
photo-caption: రాజస్థాన్‌లో కొన్ని ప్రాంతాల్లో 24 గంటల వ్యవధిలోనే 50 సెంటీమీటర్లకుపైగా వర్షపాతం నమోదైంది. పలు ప్రాంతాలు జలమయం అయ్యాయి. xyxy=(1181,900,1480,943)
column xyxy=(502,170,816,565)
column-group xyxy=(832,2048,1485,2381)
subhead-298-victims: ఇప్పటి వరకు 298 మంది బలి! xyxy=(847,807,1032,826)
continued-from-page1-box xyxy=(83,128,425,189)
masthead-logo xyxy=(648,19,837,112)
article-body: చేపడుతున్న ‘ఓటు అధికార్ యాత్ర’ నుంచి ప్రజలను పక్కదోవ పట్టించేందుకు ప్రధాని మోదీ చొరబాటుదారుల అంశాన్ని లేవనెత్తారని మండిపడ్డారు. అవినీతి గురించి మాట్లాడుతున్న ప్రధాని అక్రమాలు చేసిన వారందరినీ పార్టీలో చేర్చుకొని మంత్రులు చేశారని ఖర్గే ఆరోపించారు. xyxy=(516,1910,821,1989)
article-body: వరద చేరగా 45 మంది విద్యార్థులు అక్కడ చిక్కుకున్నారు. హాస్టల్ గ్రౌండ్ ఫ్లోర్ వరదనీటితో మునిగిపోయిందని అధికారులు చెప్పారు. వద్దకు చేరుకున్న పోలీసులు, ఎన్డీఆర్వఫ్ సిబ్బంది ఐదు గంటలపాటు శ్రమించి బోట్ల ద్వారా విద్యార్థులందరినీ సురక్షిత ప్రాంతానికి తరలించారు. xyxy=(516,697,821,776)
marker-black: తరువాయి xyxy=(629,649,724,676)
